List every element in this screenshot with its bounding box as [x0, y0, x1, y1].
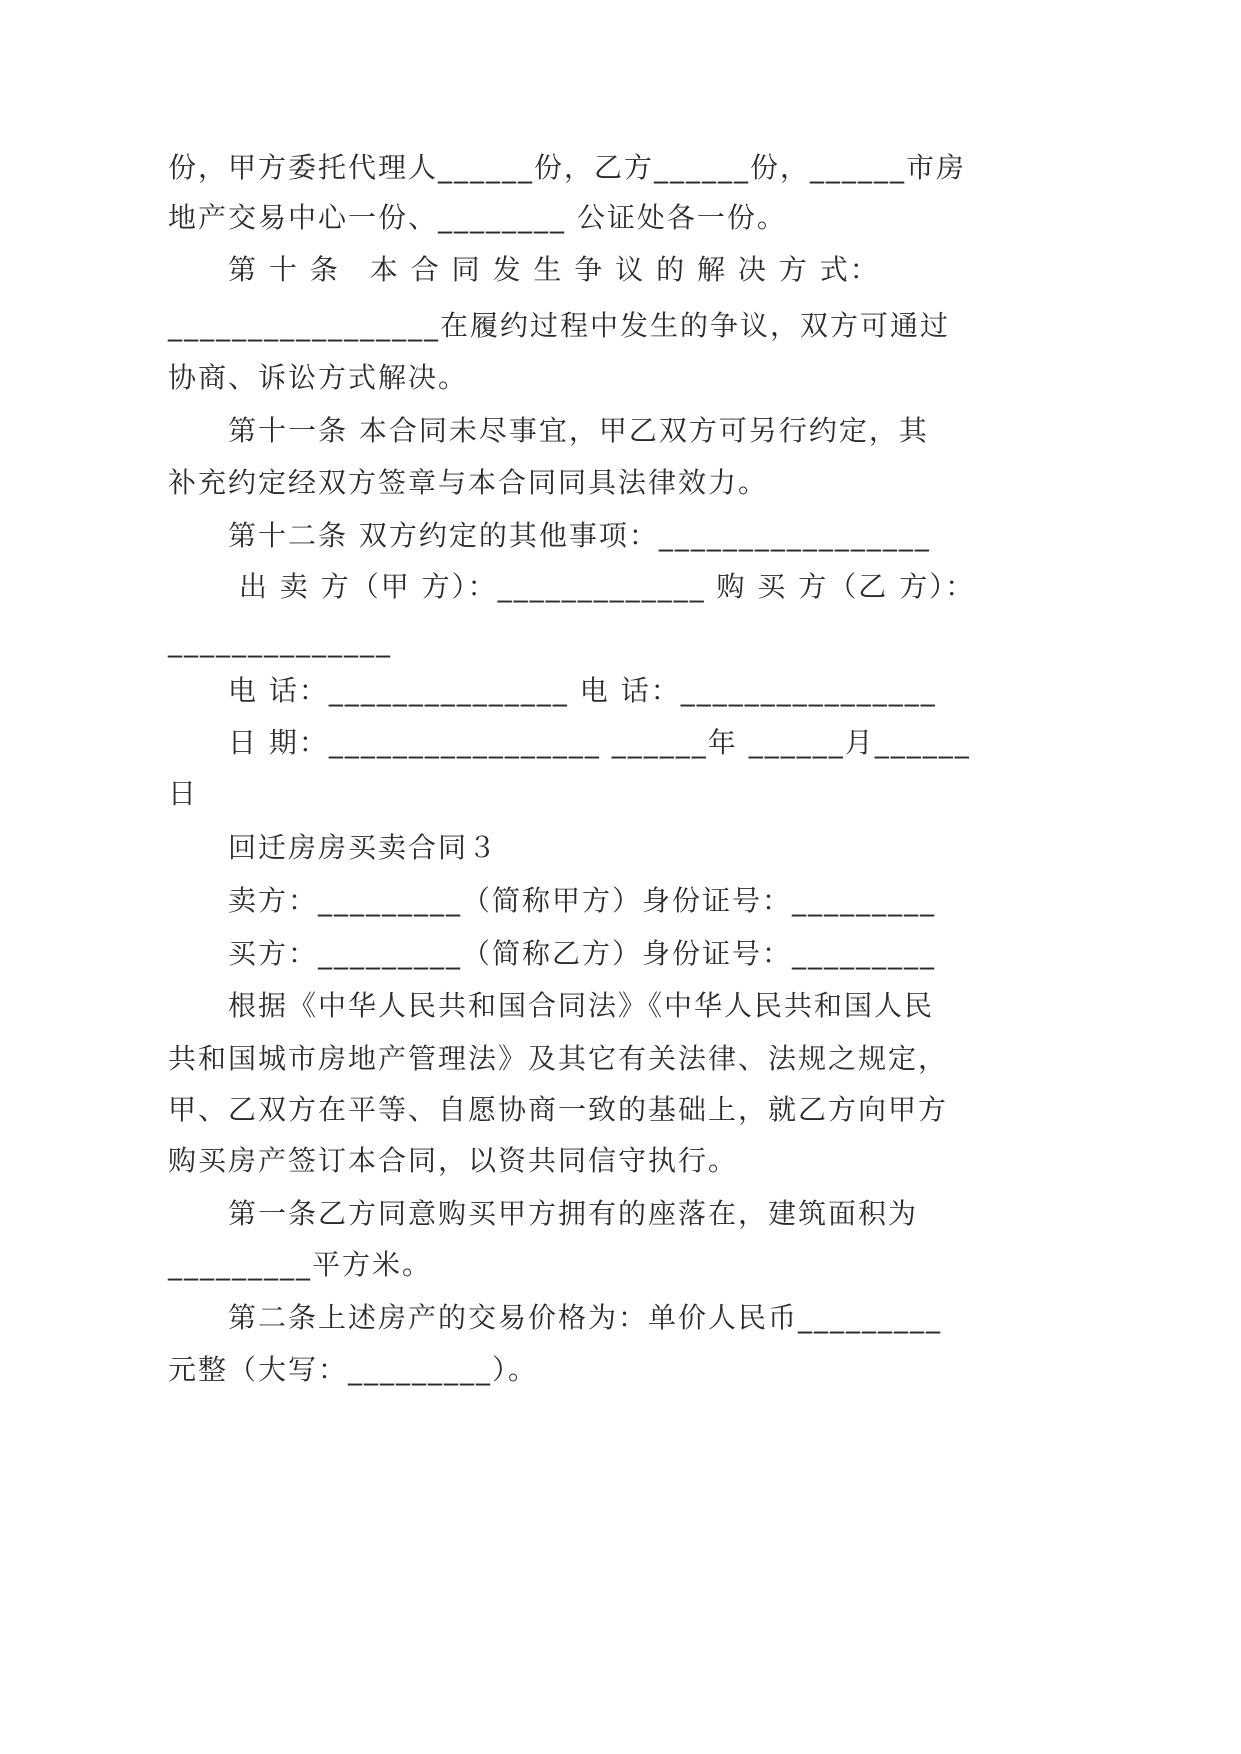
- preamble-line2: 共和国城市房地产管理法》及其它有关法律、法规之规定，: [168, 1042, 949, 1075]
- preamble-line4: 购买房产签订本合同，以资共同信守执行。: [168, 1144, 739, 1177]
- buyer-id-line: 买方：_________（简称乙方）身份证号：_________: [168, 937, 937, 970]
- contract-3-title: 回迁房房买卖合同３: [168, 831, 499, 864]
- article-11-line2: 补充约定经双方签章与本合同同具法律效力。: [168, 466, 769, 499]
- seller-id-line: 卖方：_________（简称甲方）身份证号：_________: [168, 884, 937, 917]
- article-1-line2: _________平方米。: [168, 1248, 433, 1281]
- article-2-line2: 元整（大写：_________）。: [168, 1353, 539, 1386]
- seller-buyer-line: 出 卖 方（甲 方）：_____________ 购 买 方（乙 方）：: [168, 570, 976, 603]
- phone-line: 电 话：_______________ 电 话：________________: [168, 674, 937, 707]
- article-10-line2: _________________在履约过程中发生的争议，双方可通过: [168, 309, 951, 342]
- para-copies-line2: 地产交易中心一份、________ 公证处各一份。: [168, 201, 787, 234]
- article-2-line1: 第二条上述房产的交易价格为：单价人民币_________: [168, 1301, 943, 1334]
- article-10-heading: 第 十 条 本 合 同 发 生 争 议 的 解 决 方 式：: [168, 253, 880, 286]
- date-line: 日 期：_________________ ______年 ______月______: [168, 726, 971, 759]
- date-day-line: 日: [168, 777, 199, 810]
- article-11-line1: 第十一条 本合同未尽事宜，甲乙双方可另行约定，其: [168, 414, 929, 447]
- buyer-blank-line: ______________: [168, 625, 392, 658]
- article-12-line: 第十二条 双方约定的其他事项：_________________: [168, 519, 931, 552]
- preamble-line1: 根据《中华人民共和国合同法》《中华人民共和国人民: [168, 989, 935, 1022]
- preamble-line3: 甲、乙双方在平等、自愿协商一致的基础上，就乙方向甲方: [168, 1093, 949, 1126]
- article-10-line3: 协商、诉讼方式解决。: [168, 361, 469, 394]
- para-copies-line1: 份，甲方委托代理人______份，乙方______份，______市房: [168, 151, 967, 184]
- article-1-line1: 第一条乙方同意购买甲方拥有的座落在，建筑面积为: [168, 1197, 919, 1230]
